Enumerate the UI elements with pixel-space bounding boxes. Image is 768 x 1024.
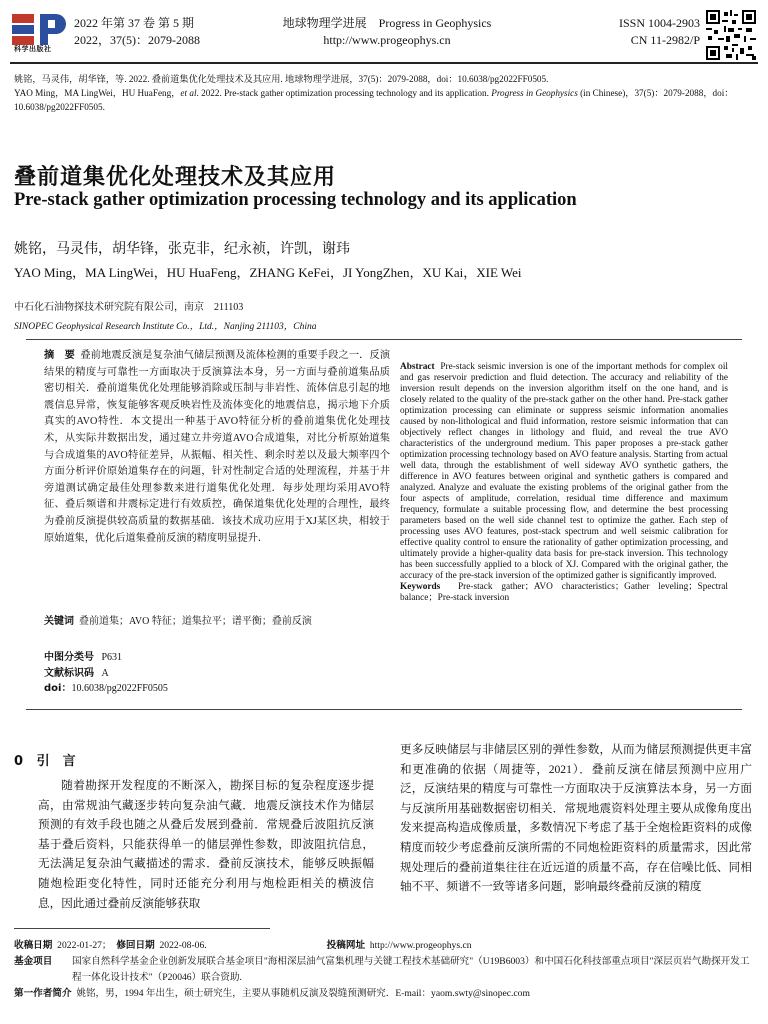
author-bio: 姚铭，男，1994 年出生，硕士研究生，主要从事随机反演及裂缝预测研究．E-mail：yaom.swty@sinopec.com: [76, 988, 530, 999]
issn: ISSN 1004-2903: [618, 16, 700, 30]
journal-name: 地球物理学进展 Progress in Geophysics: [282, 16, 492, 30]
authors-en: YAO Ming，MA LingWei，HU HuaFeng，ZHANG KeFei，JI YongZhen，XU Kai，XIE Wei: [14, 265, 522, 280]
keywords-zh: [44, 614, 390, 629]
authors-zh: 姚铭，马灵伟，胡华锋，张克非，纪永祯，许凯，谢玮: [14, 242, 350, 257]
body-text-left: 随着勘探开发程度的不断深入，勘探目标的复杂程度逐步提高，由常规油气藏逐步转向复杂油气藏．地震反演技术作为储层预测的有效手段也随之从叠后发展到叠前．常规叠后波阻抗反演基于叠后资料，只能获得单一的储层弹性参数，即波阻抗信息，无法满足复杂油气藏描述的需求．叠前反演技术，能够反映振幅随炮检距变化特性，同时还能充分利用与炮检距相关的横波信息，因此通过叠前反演能够获取: [38, 779, 374, 910]
keywords-en-label: Keywords: [400, 582, 441, 592]
classification-block: [44, 650, 168, 697]
citation-block: [14, 72, 756, 114]
abstract-zh: [44, 348, 390, 547]
abstract-en-text: Pre-stack seismic inversion is one of the important methods for complex oil and gas reservoir prediction and fluid detection. The accuracy and reliability of the inversion result depends on the inversion algorithm itself on the one hand, and is closely related to the quality of the pre-stack gather on the other hand. Pre-stack gather optimization processing can eliminate or suppress seismic information anomalies caused by non-lithological and fluid information, restore seismic information that can objectively reflect changes in lithology and fluid, and reveal the true AVO characteristics of the underground medium. This paper proposes a pre-stack gather optimization processing technology based on AVO feature analysis. Starting from actual well data, through the establishment of well sideway AVO synthetic gathers, the difference in AVO features between original and synthetic gathers is compared and analyzed. Analyze and evaluate the existing problems of the original gather from the four aspects of amplitude, correlation, residual time difference and maximum frequency, formulate a suitable processing flow, and determine the best processing parameters based on the well side channel test to optimize the gather. Each step of processing uses AVO features, post-stack spectrum and well seismic calibration for effective quality control to ensure the rationality of gather optimization processing, and ultimately provide a higher-quality data basis for pre-stack inversion. This technology has been successfully applied to a block of XJ. Compared with the original gather, the accuracy of the pre-stack inversion of the optimized gather is significantly improved.: [400, 362, 728, 581]
section-heading: [14, 750, 76, 769]
cn-number: CN 11-2982/P: [630, 33, 700, 47]
affiliation-zh: 中石化石油物探技术研究院有限公司，南京 211103: [14, 302, 244, 313]
doi-value[interactable]: 10.6038/pg2022FF0505: [71, 683, 168, 694]
abstract-bottom-rule: [26, 709, 742, 710]
citation-zh: 姚铭，马灵伟，胡华锋，等. 2022. 叠前道集优化处理技术及其应用. 地球物理学进展，37(5)：2079-2088，doi：10.6038/pg2022FF0505.: [14, 74, 549, 84]
section-number: 0: [14, 754, 24, 769]
abstract-top-rule: [26, 339, 742, 340]
journal-info: [262, 15, 512, 49]
keywords-zh-label: 关键词: [44, 616, 74, 627]
revised-date: 2022-08-06.: [159, 940, 207, 951]
abstract-zh-label: 摘 要: [44, 350, 75, 361]
citation-en: YAO Ming，MA LingWei，HU HuaFeng，et al. 2022. Pre-stack gather optimization processing technology and its application. Progress in Geophysics (in Chinese)，37(5)：2079-2088，doi：10.6038/pg2022FF0505.: [14, 88, 734, 112]
footnote-rule: [14, 928, 270, 929]
issue-number: 2022，37(5)：2079-2088: [74, 33, 200, 47]
issn-info: [580, 15, 700, 49]
dates-line: 收稿日期 2022-01-27； 修回日期 2022-08-06. 投稿网址 http://www.progeophys.cn: [14, 940, 472, 951]
clc-label: 中图分类号: [44, 652, 94, 663]
issue-zh: 2022 年第 37 卷 第 5 期: [74, 16, 195, 30]
title-en: Pre-stack gather optimization processing technology and its application: [14, 190, 577, 210]
doc-code-value: A: [101, 667, 109, 679]
keywords-en-text: Pre-stack gather；AVO characteristics；Gather leveling；Spectral balance；Pre-stack inversion: [400, 582, 728, 603]
publisher-name: 科学出版社: [14, 45, 52, 53]
footnotes: [14, 938, 754, 1002]
fund-line: 基金项目 国家自然科学基金企业创新发展联合基金项目"海相深层油气富集机理与关键工程技术基础研究"（U19B6003）和中国石化科技部重点项目"深层页岩气勘探开发工程一体化设计技术"（P20046）联合资助.: [14, 954, 754, 986]
received-date: 2022-01-27；: [57, 940, 112, 951]
abstract-zh-text: 叠前地震反演是复杂油气储层预测及流体检测的重要手段之一．反演结果的精度与可靠性一方面取决于反演算法本身，另一方面与叠前道集品质密切相关．叠前道集优化处理能够消除或压制与非岩性、流体信息引起的地震信息异常，恢复能够客观反映岩性及流体变化的地震信息，揭示地下介质真实的AVO特性．本文提出一种基于AVO特征分析的叠前道集优化处理技术，从实际井数据出发，通过建立井旁道AVO合成道集，对比分析原始道集与合成道集的AVO特征差异，从振幅、相关性、剩余时差以及最大频率四个方面分析评价原始道集存在的问题，针对性制定合适的处理流程，并基于井旁道测试确定最佳处理参数来进行道集优化处理．每步处理均采用AVO特征、叠后频谱和井震标定进行有效质控，确保道集优化处理的合理性，最终为叠前反演提供较高质量的数据基础．该技术成功应用于XJ某区块，相较于原始道集，优化后道集叠前反演的精度明显提升．: [44, 350, 391, 544]
doi-label: doi：: [44, 683, 72, 694]
issue-info: [74, 15, 200, 49]
section-title: 引 言: [36, 754, 76, 769]
header-rule: [10, 62, 758, 64]
body-text-right: 更多反映储层与非储层区别的弹性参数，从而为储层预测提供更丰富和更准确的依据（周捷等，2021）．叠前反演在储层预测中应用广泛，反演结果的精度与可靠性一方面取决于反演算法本身，另一方面与反演所用基础数据密切相关．常规地震资料处理主要从成像角度出发来提高构造成像质量，多数情况下考虑了基于全炮检距资料的成像精度而较少考虑叠前反演所需的不同炮检距资料的质量需求，因此常规处理后的叠前道集往往在近远道的质量不高，存在信噪比低、同相轴不平、频谱不一致等诸多问题，影响最终叠前反演的精度: [400, 743, 752, 894]
author-bio-line: 第一作者简介 姚铭，男，1994 年出生，硕士研究生，主要从事随机反演及裂缝预测研究．E-mail：yaom.swty@sinopec.com: [14, 988, 530, 999]
abstract-en: [400, 362, 728, 604]
qr-code-icon: [706, 10, 756, 60]
fund-text: 国家自然科学基金企业创新发展联合基金项目"海相深层油气富集机理与关键工程技术基础研究"（U19B6003）和中国石化科技部重点项目"深层页岩气勘探开发工程一体化设计技术"（P20046）联合资助.: [72, 956, 750, 983]
doc-code-label: 文献标识码: [44, 667, 94, 679]
keywords-zh-text: 叠前道集；AVO 特征；道集拉平；谱平衡；叠前反演: [79, 616, 312, 627]
abstract-en-label: Abstract: [400, 362, 435, 372]
title-zh: 叠前道集优化处理技术及其应用: [14, 165, 337, 190]
affiliation-en: SINOPEC Geophysical Research Institute Co.，Ltd.，Nanjing 211103，China: [14, 322, 317, 332]
clc-value: P631: [101, 652, 123, 663]
journal-url[interactable]: http://www.progeophys.cn: [323, 33, 451, 47]
submission-website[interactable]: http://www.progeophys.cn: [369, 940, 472, 951]
